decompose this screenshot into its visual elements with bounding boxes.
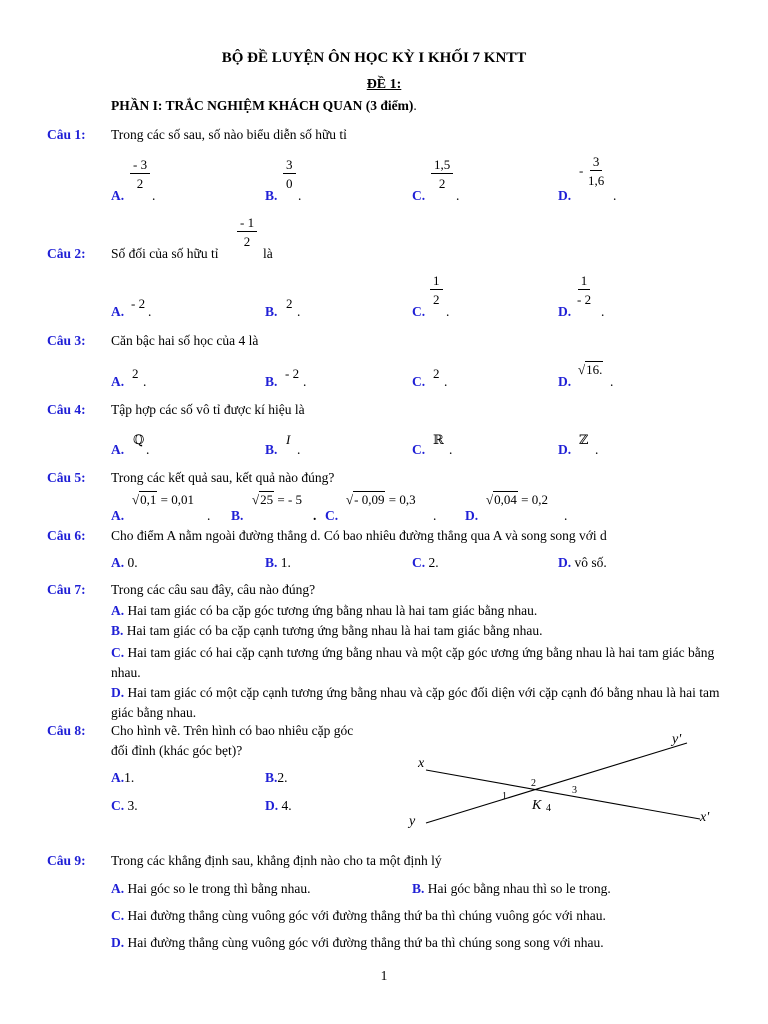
question-5-label: Câu 5: [47,470,86,485]
q6-option-c[interactable]: C. 2. [412,555,439,570]
q8-option-c[interactable]: C. 3. [111,798,138,813]
q6-option-a[interactable]: A. 0. [111,555,138,570]
q3-option-b-value: - 2 [285,366,300,381]
q2-option-a-value: - 2 [131,296,146,311]
q5-option-b-expr: √25 = - 5 [252,492,303,507]
q1-option-a-fraction: $\frac{- 3}{2}$ [130,158,150,190]
label-x: x [418,756,425,771]
question-1-text: Trong các số sau, số nào biểu diễn số hữu tỉ [111,127,347,142]
exam-number: ĐỀ 1: [366,77,402,92]
angle-label-2: 2 [531,778,536,789]
question-8-text-line-2: đối đỉnh (khác góc bẹt)? [111,743,243,758]
q2-option-a-label[interactable]: A. [111,304,125,319]
q3-option-d-sqrt: √16. [578,362,603,377]
q2-option-d-label[interactable]: D. [558,304,572,319]
question-7-label: Câu 7: [47,582,86,597]
q7-option-d[interactable]: D. Hai tam giác có một cặp cạnh tương ứng bằng nhau và cặp góc đối diện với cặp cạnh đó bằng nhau là hai tam giác bằng nhau. [111,685,720,720]
q9-option-c[interactable]: C. Hai đường thẳng cùng vuông góc với đường thẳng thứ ba thì chúng vuông góc với nhau. [111,908,606,923]
q7-option-a[interactable]: A. Hai tam giác có ba cặp góc tương ứng bằng nhau là hai tam giác bằng nhau. [111,603,538,618]
question-3-label: Câu 3: [47,333,86,348]
q1-option-c-fraction: $\frac{1,5}{2}$ [431,158,453,190]
q1-option-a-label[interactable]: A. [111,188,125,203]
q8-option-b[interactable]: B.2. [265,770,288,785]
q8-option-d[interactable]: D. 4. [265,798,292,813]
q4-option-b-symbol: I [286,432,291,447]
q2-fraction: $\frac{- 1}{2}$ [237,216,257,248]
q6-option-b[interactable]: B. 1. [265,555,291,570]
q4-option-d-symbol: ℤ [579,432,589,447]
question-2-text: Số đối của số hữu tỉ [111,246,219,261]
q1-option-d-fraction: $\frac{3}{1,6}$ [588,154,605,188]
q2-option-c-fraction: $\frac{1}{2}$ [430,274,443,306]
q9-option-d[interactable]: D. Hai đường thẳng cùng vuông góc với đường thẳng thứ ba thì chúng song song với nhau. [111,935,604,950]
q3-option-c-label[interactable]: C. [412,374,426,389]
q1-option-b-fraction: $\frac{3}{0}$ [283,158,296,190]
q8-intersecting-lines-figure [400,725,730,835]
q4-option-a-label[interactable]: A. [111,442,125,457]
label-y-prime: y' [672,732,682,747]
q4-option-c-label[interactable]: C. [412,442,426,457]
q9-option-b[interactable]: B. Hai góc bằng nhau thì so le trong. [412,881,611,896]
q1-option-c-label[interactable]: C. [412,188,426,203]
q5-option-a-label[interactable]: A. [111,508,125,523]
label-x-prime: x' [700,810,710,825]
question-1-label: Câu 1: [47,127,86,142]
question-4-text: Tập hợp các số vô tỉ được kí hiệu là [111,402,305,417]
q4-option-b-label[interactable]: B. [265,442,278,457]
q5-option-c-expr: √- 0,09 = 0,3 [346,492,416,507]
page-number: 1 [380,968,388,983]
question-3-text: Căn bậc hai số học của 4 là [111,333,259,348]
q2-option-c-label[interactable]: C. [412,304,426,319]
q6-option-d[interactable]: D. vô số. [558,555,607,570]
line-yy-prime [426,743,687,823]
line-xx-prime [426,770,700,819]
question-6-label: Câu 6: [47,528,86,543]
part-label: PHẦN I: TRẮC NGHIỆM KHÁCH QUAN (3 điểm) [111,98,414,113]
q4-option-a-symbol: ℚ [133,432,145,447]
question-4-label: Câu 4: [47,402,86,417]
q1-option-d-label[interactable]: D. [558,188,572,203]
question-9-label: Câu 9: [47,853,86,868]
q5-option-d-label[interactable]: D. [465,508,479,523]
question-9-text: Trong các khẳng định sau, khẳng định nào cho ta một định lý [111,853,442,868]
q3-option-c-value: 2 [433,366,440,381]
question-5-text: Trong các kết quả sau, kết quả nào đúng? [111,470,335,485]
angle-label-3: 3 [572,785,577,796]
angle-label-4: 4 [546,803,551,814]
question-6-text: Cho điểm A nằm ngoài đường thẳng d. Có bao nhiêu đường thẳng qua A và song song với d [111,528,607,543]
q7-option-c[interactable]: C. Hai tam giác có hai cặp cạnh tương ứng bằng nhau và một cặp góc ương ứng bằng nhau là hai tam giác bằng nhau. [111,645,715,680]
q2-option-b-label[interactable]: B. [265,304,278,319]
q5-option-c-label[interactable]: C. [325,508,339,523]
part-heading: PHẦN I: TRẮC NGHIỆM KHÁCH QUAN (3 điểm). [111,98,417,113]
q8-option-a[interactable]: A.1. [111,770,135,785]
q4-option-c-symbol: ℝ [433,432,444,447]
question-7-text: Trong các câu sau đây, câu nào đúng? [111,582,316,597]
angle-label-1: 1 [502,791,507,802]
question-8-label: Câu 8: [47,723,86,738]
q7-option-b[interactable]: B. Hai tam giác có ba cặp cạnh tương ứng bằng nhau là hai tam giác bằng nhau. [111,623,543,638]
q2-option-b-value: 2 [286,296,293,311]
q3-option-a-label[interactable]: A. [111,374,125,389]
q3-option-b-label[interactable]: B. [265,374,278,389]
q5-option-d-expr: √0,04 = 0,2 [486,492,548,507]
q3-option-a-value: 2 [132,366,139,381]
q5-option-a-expr: √0,1 = 0,01 [132,492,194,507]
q2-option-d-fraction: $\frac{1}{- 2}$ [577,273,592,307]
q4-option-d-label[interactable]: D. [558,442,572,457]
q9-option-a[interactable]: A. Hai góc so le trong thì bằng nhau. [111,881,311,896]
label-k: K [532,798,542,813]
q1-option-b-label[interactable]: B. [265,188,278,203]
question-2-label: Câu 2: [47,246,86,261]
question-8-text-line-1: Cho hình vẽ. Trên hình có bao nhiêu cặp góc [111,723,354,738]
q3-option-d-label[interactable]: D. [558,374,572,389]
q5-option-b-label[interactable]: B. [231,508,244,523]
document-title: BỘ ĐỀ LUYỆN ÔN HỌC KỲ I KHỐI 7 KNTT [221,50,527,66]
label-y: y [409,814,416,829]
